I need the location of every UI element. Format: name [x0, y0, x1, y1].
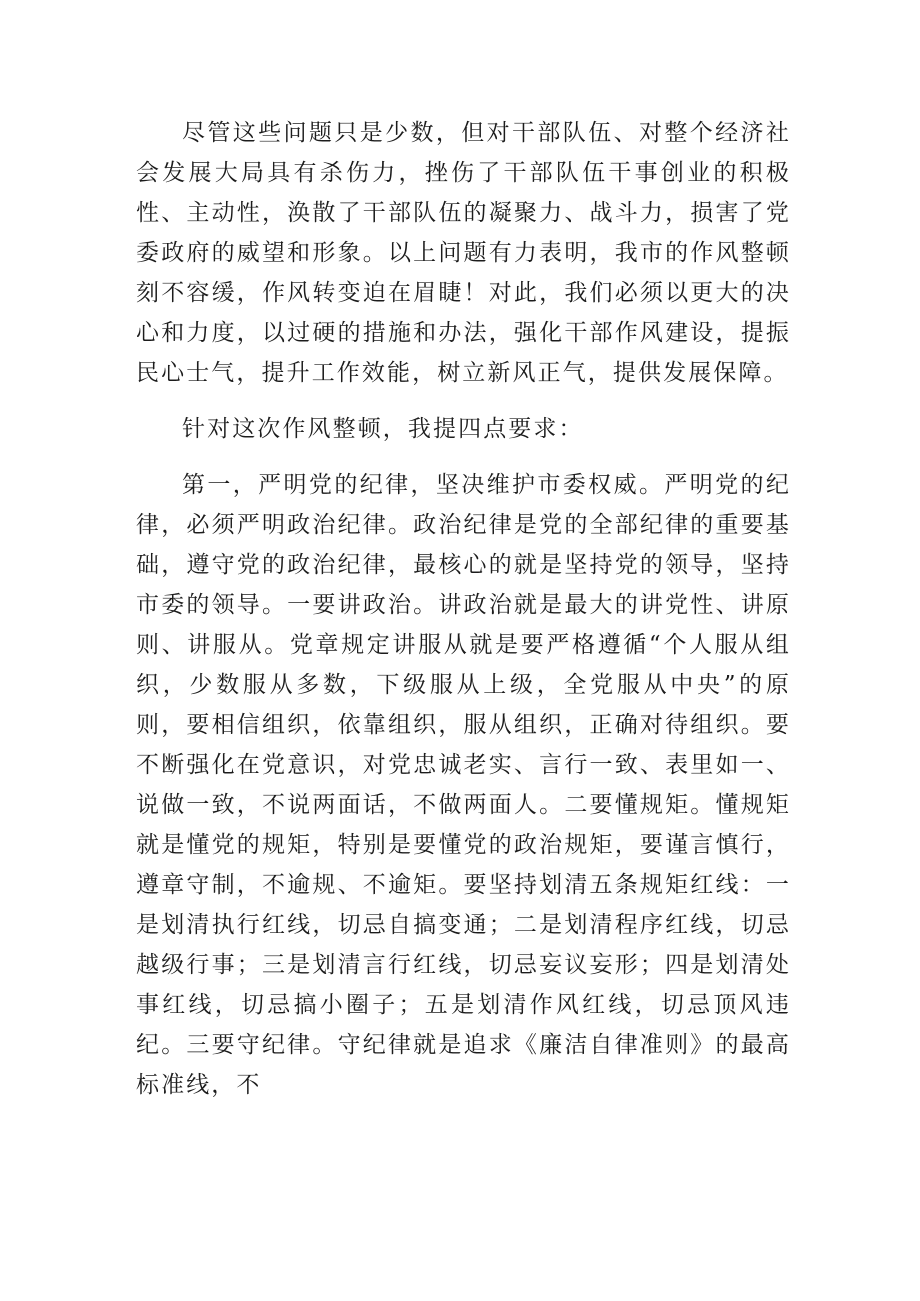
document-body — [136, 113, 791, 1105]
paragraph-problems-summary: 尽管这些问题只是少数，但对干部队伍、对整个经济社会发展大局具有杀伤力，挫伤了干部队伍干事创业的积极性、主动性，涣散了干部队伍的凝聚力、战斗力，损害了党委政府的威望和形象。以上问题有力表明，我市的作风整顿刻不容缓，作风转变迫在眉睫！对此，我们必须以更大的决心和力度，以过硬的措施和办法，强化干部作风建设，提振民心士气，提升工作效能，树立新风正气，提供发展保障。 — [136, 120, 791, 386]
paragraph-requirements-intro: 针对这次作风整顿，我提四点要求： — [182, 416, 584, 442]
paragraph-first-requirement: 第一，严明党的纪律，坚决维护市委权威。严明党的纪律，必须严明政治纪律。政治纪律是党的全部纪律的重要基础，遵守党的政治纪律，最核心的就是坚持党的领导，坚持市委的领导。一要讲政治。讲政治就是最大的讲党性、讲原则、讲服从。党章规定讲服从就是要严格遵循“个人服从组织，少数服从多数，下级服从上级，全党服从中央”的原则，要相信组织，依靠组织，服从组织，正确对待组织。要不断强化在党意识，对党忠诚老实、言行一致、表里如一、说做一致，不说两面话，不做两面人。二要懂规矩。懂规矩就是懂党的规矩，特别是要懂党的政治规矩，要谨言慎行，遵章守制，不逾规、不逾矩。要坚持划清五条规矩红线：一是划清执行红线，切忌自搞变通；二是划清程序红线，切忌越级行事；三是划清言行红线，切忌妄议妄形；四是划清处事红线，切忌搞小圈子；五是划清作风红线，切忌顶风违纪。三要守纪律。守纪律就是追求《廉洁自律准则》的最高标准线，不 — [136, 472, 791, 1098]
